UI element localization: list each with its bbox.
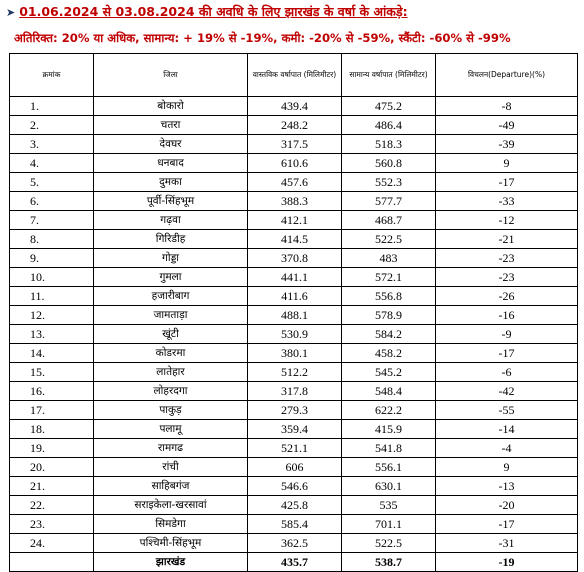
- cell-departure: -17: [436, 173, 578, 192]
- cell-serial: 4.: [10, 154, 94, 173]
- cell-serial: 24.: [10, 534, 94, 553]
- cell-actual: 488.1: [248, 306, 342, 325]
- cell-serial: 6.: [10, 192, 94, 211]
- cell-actual: 530.9: [248, 325, 342, 344]
- table-row: [10, 534, 578, 553]
- cell-departure: -39: [436, 135, 578, 154]
- cell-serial: 15.: [10, 363, 94, 382]
- cell-serial: 5.: [10, 173, 94, 192]
- cell-normal: 572.1: [342, 268, 436, 287]
- cell-departure: -33: [436, 192, 578, 211]
- table-row: [10, 420, 578, 439]
- table-row: [10, 382, 578, 401]
- header-serial: क्रमांक: [10, 54, 94, 97]
- cell-departure: -6: [436, 363, 578, 382]
- cell-serial: 19.: [10, 439, 94, 458]
- table-row: [10, 287, 578, 306]
- cell-actual: 279.3: [248, 401, 342, 420]
- cell-serial: 23.: [10, 515, 94, 534]
- cell-district: हजारीबाग: [94, 287, 248, 306]
- cell-serial: 21.: [10, 477, 94, 496]
- cell-normal: 522.5: [342, 534, 436, 553]
- cell-district: सिमडेगा: [94, 515, 248, 534]
- cell-actual: 512.2: [248, 363, 342, 382]
- table-row: [10, 439, 578, 458]
- cell-serial: 9.: [10, 249, 94, 268]
- cell-departure: 9: [436, 458, 578, 477]
- cell-normal: 578.9: [342, 306, 436, 325]
- cell-district: गढ़वा: [94, 211, 248, 230]
- header-normal-rainfall: सामान्य वर्षापात (मिलिमीटर): [342, 54, 436, 97]
- cell-departure: -14: [436, 420, 578, 439]
- cell-normal: 483: [342, 249, 436, 268]
- report-heading: [6, 4, 580, 21]
- cell-serial: 11.: [10, 287, 94, 306]
- cell-normal: 468.7: [342, 211, 436, 230]
- cell-normal: 556.8: [342, 287, 436, 306]
- cell-serial: 18.: [10, 420, 94, 439]
- cell-normal: 486.4: [342, 116, 436, 135]
- cell-normal: 584.2: [342, 325, 436, 344]
- table-row: [10, 249, 578, 268]
- cell-departure: -42: [436, 382, 578, 401]
- cell-normal: 518.3: [342, 135, 436, 154]
- cell-departure: -23: [436, 268, 578, 287]
- cell-serial: 16.: [10, 382, 94, 401]
- cell-actual: 521.1: [248, 439, 342, 458]
- cell-departure: -26: [436, 287, 578, 306]
- cell-actual: 425.8: [248, 496, 342, 515]
- heading-text: 01.06.2024 से 03.08.2024 की अवधि के लिए झारखंड के वर्षा के आंकड़े:: [19, 4, 408, 19]
- cell-district: साहिबगंज: [94, 477, 248, 496]
- cell-normal: 552.3: [342, 173, 436, 192]
- table-row: [10, 135, 578, 154]
- cell-normal: 577.7: [342, 192, 436, 211]
- cell-actual: 414.5: [248, 230, 342, 249]
- cell-district: गोड्डा: [94, 249, 248, 268]
- cell-actual: 370.8: [248, 249, 342, 268]
- table-header-row: [10, 54, 578, 97]
- cell-district: पूर्वी-सिंहभूम: [94, 192, 248, 211]
- cell-normal: 556.1: [342, 458, 436, 477]
- cell-normal: 415.9: [342, 420, 436, 439]
- table-row: [10, 306, 578, 325]
- cell-normal: 701.1: [342, 515, 436, 534]
- cell-district: लातेहार: [94, 363, 248, 382]
- table-row: [10, 363, 578, 382]
- cell-departure: -9: [436, 325, 578, 344]
- cell-normal: 458.2: [342, 344, 436, 363]
- cell-actual: 457.6: [248, 173, 342, 192]
- cell-departure: 9: [436, 154, 578, 173]
- cell-district: चतरा: [94, 116, 248, 135]
- table-row: [10, 401, 578, 420]
- cell-district: धनबाद: [94, 154, 248, 173]
- cell-serial: 8.: [10, 230, 94, 249]
- table-row: [10, 477, 578, 496]
- cell-actual: 248.2: [248, 116, 342, 135]
- cell-departure: -12: [436, 211, 578, 230]
- cell-district: पाकुड़: [94, 401, 248, 420]
- table-row: [10, 344, 578, 363]
- cell-normal: 545.2: [342, 363, 436, 382]
- cell-actual: 359.4: [248, 420, 342, 439]
- table-body: [10, 97, 578, 572]
- category-legend: अतिरिक्त: 20% या अधिक, सामान्य: + 19% से -19%, कमी: -20% से -59%, स्कैंटी: -60% से -99%: [14, 31, 511, 45]
- cell-serial: 20.: [10, 458, 94, 477]
- cell-actual: 317.8: [248, 382, 342, 401]
- table-row: [10, 325, 578, 344]
- total-row: [10, 553, 578, 572]
- cell-actual: 439.4: [248, 97, 342, 116]
- cell-normal: 475.2: [342, 97, 436, 116]
- cell-serial: 13.: [10, 325, 94, 344]
- cell-actual: 362.5: [248, 534, 342, 553]
- cell-district: लोहरदगा: [94, 382, 248, 401]
- cell-normal: 522.5: [342, 230, 436, 249]
- total-cell-departure: -19: [436, 553, 578, 572]
- cell-actual: 585.4: [248, 515, 342, 534]
- cell-serial: 7.: [10, 211, 94, 230]
- cell-departure: -55: [436, 401, 578, 420]
- cell-normal: 535: [342, 496, 436, 515]
- cell-departure: -17: [436, 344, 578, 363]
- cell-departure: -49: [436, 116, 578, 135]
- cell-serial: 12.: [10, 306, 94, 325]
- cell-departure: -21: [436, 230, 578, 249]
- cell-district: गुमला: [94, 268, 248, 287]
- table-row: [10, 268, 578, 287]
- table-row: [10, 192, 578, 211]
- table-row: [10, 496, 578, 515]
- cell-actual: 546.6: [248, 477, 342, 496]
- cell-departure: -23: [436, 249, 578, 268]
- total-cell-serial: [10, 553, 94, 572]
- table-row: [10, 230, 578, 249]
- cell-serial: 2.: [10, 116, 94, 135]
- cell-actual: 412.1: [248, 211, 342, 230]
- table-row: [10, 173, 578, 192]
- cell-actual: 610.6: [248, 154, 342, 173]
- cell-district: पश्चिमी-सिंहभूम: [94, 534, 248, 553]
- cell-departure: -20: [436, 496, 578, 515]
- cell-serial: 10.: [10, 268, 94, 287]
- header-actual-rainfall: वास्तविक वर्षापात (मिलिमीटर): [248, 54, 342, 97]
- cell-district: गिरिडीह: [94, 230, 248, 249]
- cell-district: रांची: [94, 458, 248, 477]
- cell-actual: 606: [248, 458, 342, 477]
- cell-serial: 1.: [10, 97, 94, 116]
- cell-actual: 388.3: [248, 192, 342, 211]
- cell-district: सराइकेला-खरसावां: [94, 496, 248, 515]
- cell-district: कोडरमा: [94, 344, 248, 363]
- table-row: [10, 154, 578, 173]
- cell-departure: -8: [436, 97, 578, 116]
- cell-normal: 630.1: [342, 477, 436, 496]
- header-departure: विचलन(Departure)(%): [436, 54, 578, 97]
- cell-serial: 17.: [10, 401, 94, 420]
- cell-departure: -13: [436, 477, 578, 496]
- cell-normal: 622.2: [342, 401, 436, 420]
- cell-actual: 317.5: [248, 135, 342, 154]
- table-row: [10, 515, 578, 534]
- cell-district: खूंटी: [94, 325, 248, 344]
- cell-normal: 560.8: [342, 154, 436, 173]
- cell-actual: 380.1: [248, 344, 342, 363]
- header-district: जिला: [94, 54, 248, 97]
- cell-serial: 14.: [10, 344, 94, 363]
- total-cell-normal: 538.7: [342, 553, 436, 572]
- cell-district: बोकारो: [94, 97, 248, 116]
- cell-normal: 548.4: [342, 382, 436, 401]
- total-cell-actual: 435.7: [248, 553, 342, 572]
- cell-district: रामगढ: [94, 439, 248, 458]
- cell-actual: 411.6: [248, 287, 342, 306]
- table-row: [10, 458, 578, 477]
- table-row: [10, 97, 578, 116]
- table-row: [10, 211, 578, 230]
- cell-district: दुमका: [94, 173, 248, 192]
- cell-district: देवघर: [94, 135, 248, 154]
- cell-normal: 541.8: [342, 439, 436, 458]
- rainfall-table: [9, 53, 578, 572]
- cell-serial: 3.: [10, 135, 94, 154]
- cell-serial: 22.: [10, 496, 94, 515]
- cell-departure: -31: [436, 534, 578, 553]
- table-row: [10, 116, 578, 135]
- arrow-bullet-icon: ➤: [6, 6, 16, 19]
- total-cell-district: झारखंड: [94, 553, 248, 572]
- cell-departure: -16: [436, 306, 578, 325]
- cell-actual: 441.1: [248, 268, 342, 287]
- cell-district: पलामू: [94, 420, 248, 439]
- cell-departure: -17: [436, 515, 578, 534]
- cell-departure: -4: [436, 439, 578, 458]
- cell-district: जामताड़ा: [94, 306, 248, 325]
